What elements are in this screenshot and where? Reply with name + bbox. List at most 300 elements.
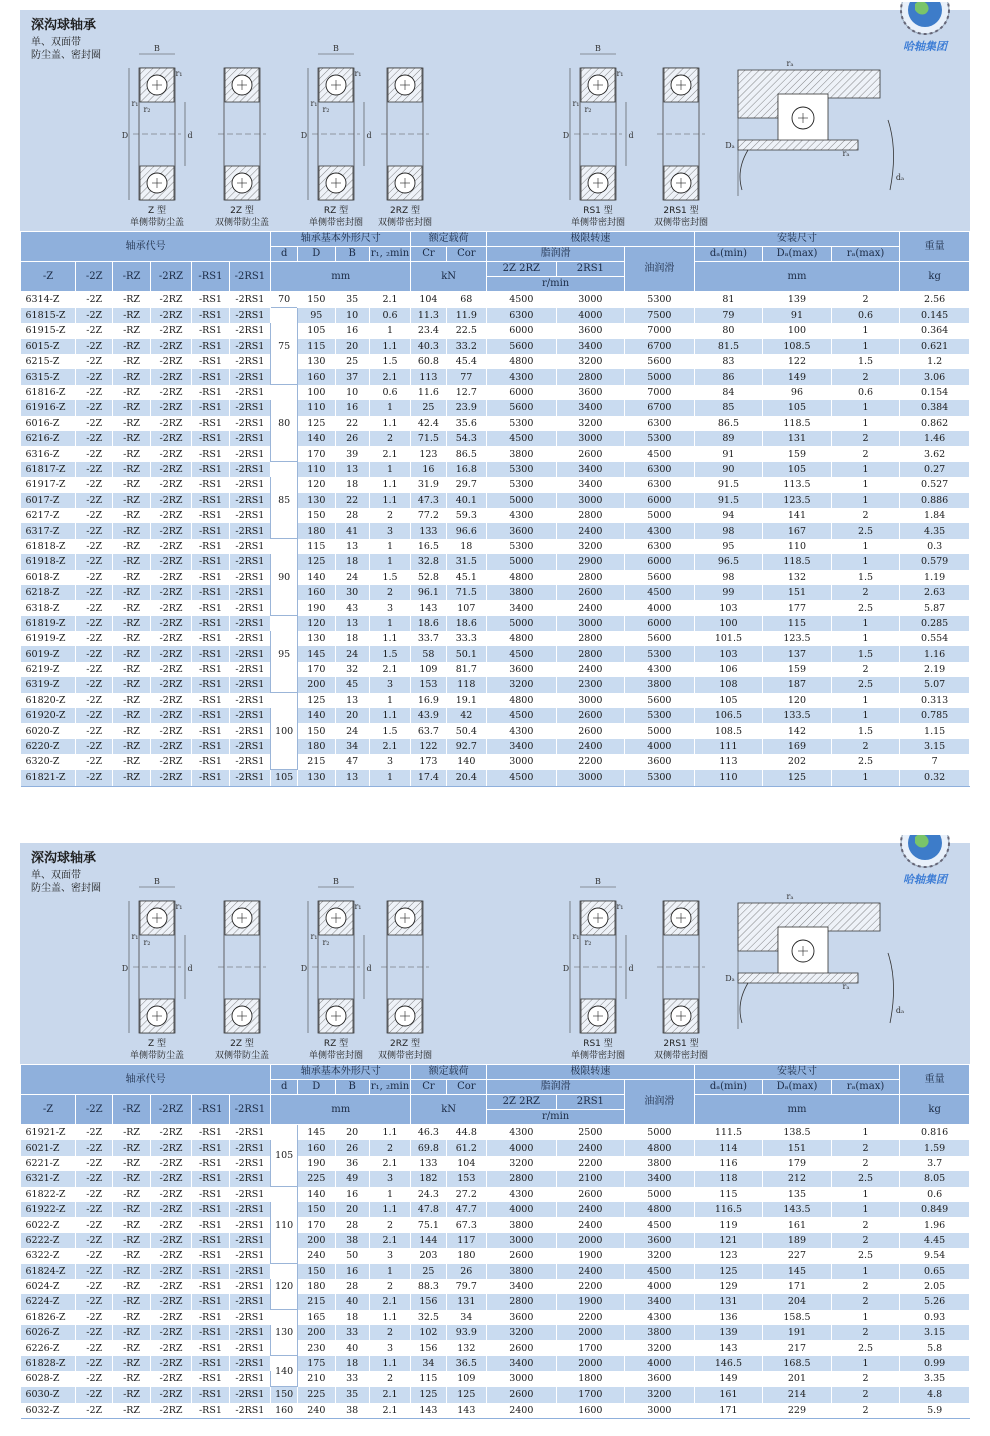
cell-value: -2RS1 xyxy=(229,616,271,631)
cell-value: 93.9 xyxy=(446,1325,486,1340)
cell-value: 45 xyxy=(335,677,369,692)
cell-value: 38 xyxy=(335,1233,369,1248)
cell-value: 18 xyxy=(335,631,369,646)
cell-value: -RZ xyxy=(113,1140,150,1155)
cell-value: 16.5 xyxy=(411,539,446,554)
cell-value: 19.1 xyxy=(446,693,486,708)
cell-value: 2 xyxy=(831,739,900,754)
cell-value: 2100 xyxy=(556,1171,625,1186)
cell-value: 13 xyxy=(335,462,369,477)
cell-value: -2RZ xyxy=(150,1340,192,1355)
cell-value: 4800 xyxy=(487,631,557,646)
cell-value: 6000 xyxy=(625,554,695,569)
col-group-mount: 安装尺寸 xyxy=(694,1065,900,1080)
cell-value: -2RZ xyxy=(150,462,192,477)
cell-value: 95 xyxy=(298,308,335,323)
col-unit-mm: mm xyxy=(271,1095,411,1125)
cell-value: 67.3 xyxy=(446,1217,486,1232)
cell-designation: 6222-Z xyxy=(21,1233,76,1248)
cell-value: 4300 xyxy=(487,369,557,384)
table-row xyxy=(21,739,970,754)
cell-value: 4.45 xyxy=(900,1233,970,1248)
cell-value: 13 xyxy=(335,693,369,708)
cell-value: -2RZ xyxy=(150,570,192,585)
cell-value: -2RZ xyxy=(150,400,192,415)
cell-value: 1 xyxy=(831,693,900,708)
cell-value: 0.579 xyxy=(900,554,970,569)
cell-value: 215 xyxy=(298,754,335,769)
cell-value: -2RZ xyxy=(150,508,192,523)
cell-value: -2RS1 xyxy=(229,308,271,323)
cell-value: 140 xyxy=(298,431,335,446)
cell-value: 2400 xyxy=(556,523,625,538)
cell-value: -RZ xyxy=(113,1325,150,1340)
cell-value: -2RZ xyxy=(150,631,192,646)
cell-value: 44.8 xyxy=(446,1125,486,1141)
bearing-diagrams xyxy=(20,10,970,231)
cell-designation: 6216-Z xyxy=(21,431,76,446)
cell-value: 4300 xyxy=(487,1125,557,1141)
cell-value: 3 xyxy=(369,1340,411,1355)
cell-d: 90 xyxy=(271,539,298,616)
cell-value: 9.54 xyxy=(900,1248,970,1263)
cell-value: 122 xyxy=(411,739,446,754)
cell-value: 108.5 xyxy=(763,339,832,354)
col-group-speed: 极限转速 xyxy=(487,1065,695,1080)
table-row xyxy=(21,723,970,738)
cell-value: 13 xyxy=(335,539,369,554)
cell-designation: 6226-Z xyxy=(21,1340,76,1355)
cell-value: -2RS1 xyxy=(229,739,271,754)
cell-value: 2 xyxy=(831,508,900,523)
cell-value: 119 xyxy=(694,1217,763,1232)
cell-value: -2RZ xyxy=(150,369,192,384)
cell-d: 75 xyxy=(271,308,298,385)
table-row xyxy=(21,1125,970,1141)
cell-value: -RZ xyxy=(113,1156,150,1171)
cell-value: -RS1 xyxy=(192,462,229,477)
cell-value: 1.1 xyxy=(369,493,411,508)
cell-value: 3.06 xyxy=(900,369,970,384)
cell-value: 2400 xyxy=(556,739,625,754)
cell-value: 2.5 xyxy=(831,754,900,769)
cell-value: 1 xyxy=(831,616,900,631)
cell-value: -2RS1 xyxy=(229,1264,271,1279)
cell-value: -2Z xyxy=(76,1125,113,1141)
table-row xyxy=(21,662,970,677)
cell-value: 5600 xyxy=(487,400,557,415)
dim-label-da: dₐ xyxy=(895,173,905,182)
cell-value: -RS1 xyxy=(192,708,229,723)
bearing-type-label: RZ 型 xyxy=(323,206,349,216)
cell-value: 1.59 xyxy=(900,1140,970,1155)
cell-value: -2RZ xyxy=(150,1403,192,1419)
cell-value: 1.84 xyxy=(900,508,970,523)
cell-value: 139 xyxy=(694,1325,763,1340)
cell-value: 5.87 xyxy=(900,600,970,615)
cell-value: 5.9 xyxy=(900,1403,970,1419)
cell-value: 5000 xyxy=(487,493,557,508)
cell-value: -RZ xyxy=(113,1279,150,1294)
cell-value: 10 xyxy=(335,308,369,323)
cell-value: 101.5 xyxy=(694,631,763,646)
cell-value: 168.5 xyxy=(763,1356,832,1371)
cell-value: -RZ xyxy=(113,554,150,569)
cell-value: 28 xyxy=(335,508,369,523)
cell-value: 3200 xyxy=(487,1325,557,1340)
table-row xyxy=(21,339,970,354)
cell-value: -RZ xyxy=(113,477,150,492)
cell-value: -RZ xyxy=(113,508,150,523)
cell-value: -2RS1 xyxy=(229,1171,271,1186)
logo-text: 哈轴集团 xyxy=(903,40,947,53)
cell-value: 0.3 xyxy=(900,539,970,554)
table-row xyxy=(21,477,970,492)
cell-value: 113 xyxy=(694,754,763,769)
cell-value: 2600 xyxy=(556,585,625,600)
cell-value: 28 xyxy=(335,1217,369,1232)
cell-value: 170 xyxy=(298,1217,335,1232)
cell-value: 1 xyxy=(831,339,900,354)
cell-value: -RS1 xyxy=(192,616,229,631)
dim-label-r1: r₁ xyxy=(616,902,624,911)
cell-value: -RS1 xyxy=(192,1125,229,1141)
cell-value: 130 xyxy=(298,493,335,508)
cell-value: 47 xyxy=(335,754,369,769)
cell-value: -2RZ xyxy=(150,1294,192,1309)
col-D: D xyxy=(298,247,335,262)
cell-value: -RS1 xyxy=(192,369,229,384)
cell-value: 33.7 xyxy=(411,631,446,646)
cell-value: -RS1 xyxy=(192,323,229,338)
cell-value: -2RZ xyxy=(150,723,192,738)
cell-value: 28 xyxy=(335,1279,369,1294)
cell-designation: 6024-Z xyxy=(21,1279,76,1294)
cell-value: -2RS1 xyxy=(229,1217,271,1232)
cell-value: 4.35 xyxy=(900,523,970,538)
cell-value: -2Z xyxy=(76,431,113,446)
cell-value: 161 xyxy=(763,1217,832,1232)
cell-value: 1 xyxy=(369,616,411,631)
cell-value: 91.5 xyxy=(694,493,763,508)
cell-value: -2RZ xyxy=(150,1156,192,1171)
cell-value: 132 xyxy=(446,1340,486,1355)
cell-value: -2Z xyxy=(76,1233,113,1248)
col-code: -2RS1 xyxy=(229,262,271,292)
cell-value: 151 xyxy=(763,1140,832,1155)
cell-value: -2RZ xyxy=(150,739,192,754)
cell-value: 84 xyxy=(694,385,763,400)
cell-value: -2Z xyxy=(76,385,113,400)
cell-value: 105 xyxy=(694,693,763,708)
cell-value: 6000 xyxy=(625,616,695,631)
dim-label-B: B xyxy=(154,877,160,886)
cell-value: 1 xyxy=(369,554,411,569)
cell-value: 27.2 xyxy=(446,1187,486,1202)
cell-value: 118 xyxy=(446,677,486,692)
cell-value: 16 xyxy=(335,323,369,338)
cell-value: 1 xyxy=(831,400,900,415)
col-weight: 重量 xyxy=(900,232,970,262)
cell-value: 100 xyxy=(763,323,832,338)
cell-value: -2RS1 xyxy=(229,693,271,708)
cell-value: -RZ xyxy=(113,1202,150,1217)
table-row xyxy=(21,1340,970,1355)
cell-value: -RS1 xyxy=(192,1387,229,1403)
cell-value: 98 xyxy=(694,570,763,585)
cell-value: 2 xyxy=(831,292,900,308)
cell-value: 1 xyxy=(831,1264,900,1279)
dim-label-B: B xyxy=(333,44,339,53)
table-row xyxy=(21,1325,970,1340)
cell-value: 2 xyxy=(369,1140,411,1155)
cell-value: -RS1 xyxy=(192,631,229,646)
table-row xyxy=(21,1217,970,1232)
cell-value: 4800 xyxy=(487,354,557,369)
cell-value: -RS1 xyxy=(192,1279,229,1294)
cell-value: 2 xyxy=(831,446,900,461)
cell-value: 149 xyxy=(763,369,832,384)
cell-value: -2Z xyxy=(76,1202,113,1217)
cell-value: -2RS1 xyxy=(229,723,271,738)
cell-value: 160 xyxy=(298,1140,335,1155)
cell-value: 33.3 xyxy=(446,631,486,646)
cell-value: -RZ xyxy=(113,1403,150,1419)
cell-value: 189 xyxy=(763,1233,832,1248)
cell-value: -2RS1 xyxy=(229,354,271,369)
cell-value: 105 xyxy=(298,323,335,338)
cell-value: -RZ xyxy=(113,1264,150,1279)
cell-value: 2600 xyxy=(556,723,625,738)
dim-label-D: D xyxy=(121,964,129,973)
cell-value: 1.5 xyxy=(831,646,900,661)
cell-value: 5.26 xyxy=(900,1294,970,1309)
cell-value: 110 xyxy=(298,400,335,415)
cell-value: -2RZ xyxy=(150,1325,192,1340)
cell-value: 202 xyxy=(763,754,832,769)
cell-value: 143.5 xyxy=(763,1202,832,1217)
cell-value: -RZ xyxy=(113,1356,150,1371)
cell-value: 1.1 xyxy=(369,1125,411,1141)
cell-designation: 61916-Z xyxy=(21,400,76,415)
cell-value: 90 xyxy=(694,462,763,477)
cell-value: -RZ xyxy=(113,292,150,308)
col-Cr: Cr xyxy=(411,1080,446,1095)
cell-value: 34 xyxy=(411,1356,446,1371)
col-Cor: Cor xyxy=(446,1080,486,1095)
cell-value: 2400 xyxy=(556,1264,625,1279)
cell-value: 50 xyxy=(335,1248,369,1263)
cell-value: 6300 xyxy=(625,416,695,431)
cell-value: 36.5 xyxy=(446,1356,486,1371)
cell-value: -RZ xyxy=(113,1171,150,1186)
cell-value: -2RZ xyxy=(150,354,192,369)
cell-designation: 6217-Z xyxy=(21,508,76,523)
table-row xyxy=(21,1279,970,1294)
col-Da_max: Dₐ(max) xyxy=(763,1080,832,1095)
cell-designation: 61822-Z xyxy=(21,1187,76,1202)
cell-value: 105 xyxy=(763,400,832,415)
cell-value: 4000 xyxy=(487,1140,557,1155)
table-row xyxy=(21,446,970,461)
cell-value: 130 xyxy=(298,354,335,369)
cell-value: 25 xyxy=(411,1264,446,1279)
cell-value: -2Z xyxy=(76,446,113,461)
cell-value: 11.6 xyxy=(411,385,446,400)
cell-value: 210 xyxy=(298,1371,335,1386)
cell-designation: 61824-Z xyxy=(21,1264,76,1279)
cell-value: 18.6 xyxy=(411,616,446,631)
cell-value: 230 xyxy=(298,1340,335,1355)
cell-value: 96.6 xyxy=(446,523,486,538)
cell-value: 33 xyxy=(335,1325,369,1340)
cell-value: 2.56 xyxy=(900,292,970,308)
cell-value: 4800 xyxy=(487,570,557,585)
cell-value: 110 xyxy=(298,462,335,477)
table-row xyxy=(21,369,970,384)
grease-2rz: 2RZ xyxy=(519,263,540,274)
cell-value: -2RS1 xyxy=(229,1233,271,1248)
cell-value: 83 xyxy=(694,354,763,369)
cell-value: 35 xyxy=(335,292,369,308)
bearing-desc-label: 单侧带密封圈 xyxy=(308,218,364,228)
cell-value: 3200 xyxy=(625,1387,695,1403)
cell-value: -2RZ xyxy=(150,1310,192,1325)
cell-value: -2Z xyxy=(76,1279,113,1294)
cell-value: 5300 xyxy=(625,770,695,786)
grease-2z: 2Z xyxy=(502,1096,516,1107)
cell-designation: 6021-Z xyxy=(21,1140,76,1155)
cell-d: 105 xyxy=(271,1125,298,1187)
cell-designation: 61828-Z xyxy=(21,1356,76,1371)
cell-value: 179 xyxy=(763,1156,832,1171)
cell-designation: 61819-Z xyxy=(21,616,76,631)
cell-value: 1 xyxy=(831,323,900,338)
cell-value: 2 xyxy=(369,585,411,600)
cell-value: 214 xyxy=(763,1387,832,1403)
cell-value: -2RZ xyxy=(150,1264,192,1279)
cell-value: 2 xyxy=(831,1294,900,1309)
dim-label-Da: Dₐ xyxy=(725,141,735,150)
cell-value: 5300 xyxy=(487,462,557,477)
cell-value: 203 xyxy=(411,1248,446,1263)
cell-value: 2600 xyxy=(487,1248,557,1263)
cell-value: 143 xyxy=(446,1403,486,1419)
cell-value: 26 xyxy=(335,1140,369,1155)
col-code: -Z xyxy=(21,1095,76,1125)
cell-value: 116 xyxy=(694,1156,763,1171)
cell-value: -2Z xyxy=(76,369,113,384)
cell-value: 2.19 xyxy=(900,662,970,677)
cell-d: 160 xyxy=(271,1403,298,1419)
cell-value: 1.1 xyxy=(369,339,411,354)
cell-value: 58 xyxy=(411,646,446,661)
cell-value: -2RZ xyxy=(150,1125,192,1141)
cell-value: 159 xyxy=(763,446,832,461)
cell-value: 3.15 xyxy=(900,1325,970,1340)
cell-value: -2Z xyxy=(76,523,113,538)
cell-value: 0.849 xyxy=(900,1202,970,1217)
cell-value: 130 xyxy=(298,770,335,786)
cell-value: -2RZ xyxy=(150,1387,192,1403)
cell-value: 1.1 xyxy=(369,1202,411,1217)
cell-value: -2RZ xyxy=(150,523,192,538)
cell-value: -2Z xyxy=(76,400,113,415)
cell-designation: 6015-Z xyxy=(21,339,76,354)
bearing-type-label: 2RZ 型 xyxy=(389,1039,421,1049)
cell-value: -RZ xyxy=(113,662,150,677)
col-unit-rpm: r/min xyxy=(487,277,625,292)
cell-value: 5000 xyxy=(625,1187,695,1202)
cell-value: 24 xyxy=(335,570,369,585)
table-row xyxy=(21,1202,970,1217)
cell-designation: 6030-Z xyxy=(21,1387,76,1403)
cell-value: -RS1 xyxy=(192,1325,229,1340)
cell-value: 3600 xyxy=(487,523,557,538)
cell-value: 1.5 xyxy=(369,723,411,738)
table-row xyxy=(21,493,970,508)
cell-value: 4000 xyxy=(625,1279,695,1294)
cell-value: 81.7 xyxy=(446,662,486,677)
cell-value: 149 xyxy=(694,1371,763,1386)
cell-value: -RZ xyxy=(113,369,150,384)
table-row xyxy=(21,1187,970,1202)
cell-value: 143 xyxy=(411,600,446,615)
cell-value: -RZ xyxy=(113,1340,150,1355)
cell-value: 0.527 xyxy=(900,477,970,492)
cell-value: 42.4 xyxy=(411,416,446,431)
cell-value: 3200 xyxy=(556,539,625,554)
cell-value: -2RS1 xyxy=(229,570,271,585)
bearing-type-label: Z 型 xyxy=(147,206,167,216)
cell-value: -2RS1 xyxy=(229,1294,271,1309)
cell-value: 3200 xyxy=(556,416,625,431)
cell-value: 3600 xyxy=(625,1371,695,1386)
cell-value: -RZ xyxy=(113,446,150,461)
cell-value: 2 xyxy=(831,662,900,677)
cell-d: 110 xyxy=(271,1187,298,1264)
cell-designation: 6028-Z xyxy=(21,1371,76,1386)
cell-value: 52.8 xyxy=(411,570,446,585)
col-unit-kn: kN xyxy=(411,262,487,292)
table-row xyxy=(21,400,970,415)
col-group-dims: 轴承基本外形尺寸 xyxy=(271,232,411,247)
cell-d: 100 xyxy=(271,693,298,770)
cell-value: 0.65 xyxy=(900,1264,970,1279)
cell-value: 2.5 xyxy=(831,677,900,692)
cell-value: -2Z xyxy=(76,1356,113,1371)
cell-designation: 6321-Z xyxy=(21,1171,76,1186)
cell-designation: 6215-Z xyxy=(21,354,76,369)
cell-value: -RZ xyxy=(113,308,150,323)
col-grease: 脂润滑 xyxy=(487,247,625,262)
bearing-desc-label: 双侧带密封圈 xyxy=(653,218,709,228)
cell-value: -2RS1 xyxy=(229,431,271,446)
table-row xyxy=(21,416,970,431)
bearing-type-label: RS1 型 xyxy=(583,1039,613,1049)
cell-value: 2.1 xyxy=(369,1294,411,1309)
cell-value: -RS1 xyxy=(192,477,229,492)
cell-value: -2Z xyxy=(76,1340,113,1355)
cell-value: -RZ xyxy=(113,585,150,600)
cell-value: 1700 xyxy=(556,1340,625,1355)
cell-value: 1 xyxy=(831,462,900,477)
cell-value: 94 xyxy=(694,508,763,523)
cell-designation: 61915-Z xyxy=(21,323,76,338)
table-row xyxy=(21,1356,970,1371)
cell-value: 31.9 xyxy=(411,477,446,492)
cell-value: 133 xyxy=(411,1156,446,1171)
